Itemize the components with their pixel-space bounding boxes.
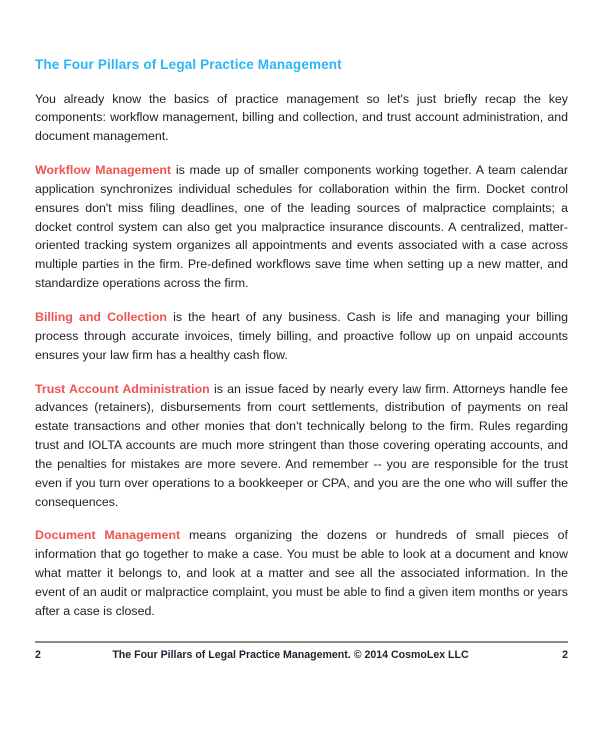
- document-body: [35, 56, 568, 621]
- intro-text: You already know the basics of practice management so let's just briefly recap the key components: workflow management, billing and collection, and trust account administration, and document management.: [35, 91, 568, 144]
- section-heading-document-management: Document Management: [35, 528, 181, 543]
- page-footer: [35, 641, 568, 661]
- section-body-trust-account-administration: is an issue faced by nearly every law firm. Attorneys handle fee advances (retainers), disbursements from court settlements, distribution of payments on real estate transactions and other monies that don't technically belong to the firm. Rules regarding trust and IOLTA accounts are much more stringent than those covering operating accounts, and the penalties for mistakes are more severe. And remember -- you are responsible for the trust even if you turn over operations to a bookkeeper or CPA, and you are the one who will suffer the consequences.: [35, 381, 568, 509]
- page-title: The Four Pillars of Legal Practice Management: [35, 57, 342, 72]
- section-paragraph-document-management: [35, 526, 568, 620]
- section-body-billing-and-collection: is the heart of any business. Cash is life and managing your billing process through accurate invoices, timely billing, and proactive follow up on unpaid accounts ensures your law firm has a healthy cash flow.: [35, 309, 568, 362]
- footer-center-text: The Four Pillars of Legal Practice Management. © 2014 CosmoLex LLC: [112, 649, 469, 661]
- section-heading-billing-and-collection: Billing and Collection: [35, 309, 167, 324]
- intro-paragraph: [35, 90, 568, 147]
- footer-page-number-left: 2: [35, 649, 41, 661]
- footer-page-number-right: 2: [562, 649, 568, 661]
- footer-row: [35, 649, 568, 661]
- section-paragraph-billing-and-collection: [35, 308, 568, 365]
- section-heading-workflow-management: Workflow Management: [35, 163, 172, 178]
- section-paragraph-workflow-management: [35, 161, 568, 293]
- section-heading-trust-account-administration: Trust Account Administration: [35, 381, 210, 396]
- section-body-workflow-management: is made up of smaller components working together. A team calendar application synchronizes individual schedules for collaboration within the firm. Docket control ensures don't miss filing deadlines, one of the leading sources of malpractice complaints; a docket control system can also get you malpractice insurance discounts. A centralized, matter-oriented tracking system organizes all appointments and events associated with a case across multiple parties in the firm. Pre-defined workflows save time when setting up a new matter, and standardize operations across the firm.: [35, 163, 568, 291]
- section-paragraph-trust-account-administration: [35, 380, 568, 512]
- section-body-document-management: means organizing the dozens or hundreds of small pieces of information that go together to make a case. You must be able to look at a document and know what matter it belongs to, and look at a matter and see all the associated information. In the event of an audit or malpractice complaint, you must be able to find a given item months or years after a case is closed.: [35, 528, 568, 618]
- footer-divider: [35, 641, 568, 643]
